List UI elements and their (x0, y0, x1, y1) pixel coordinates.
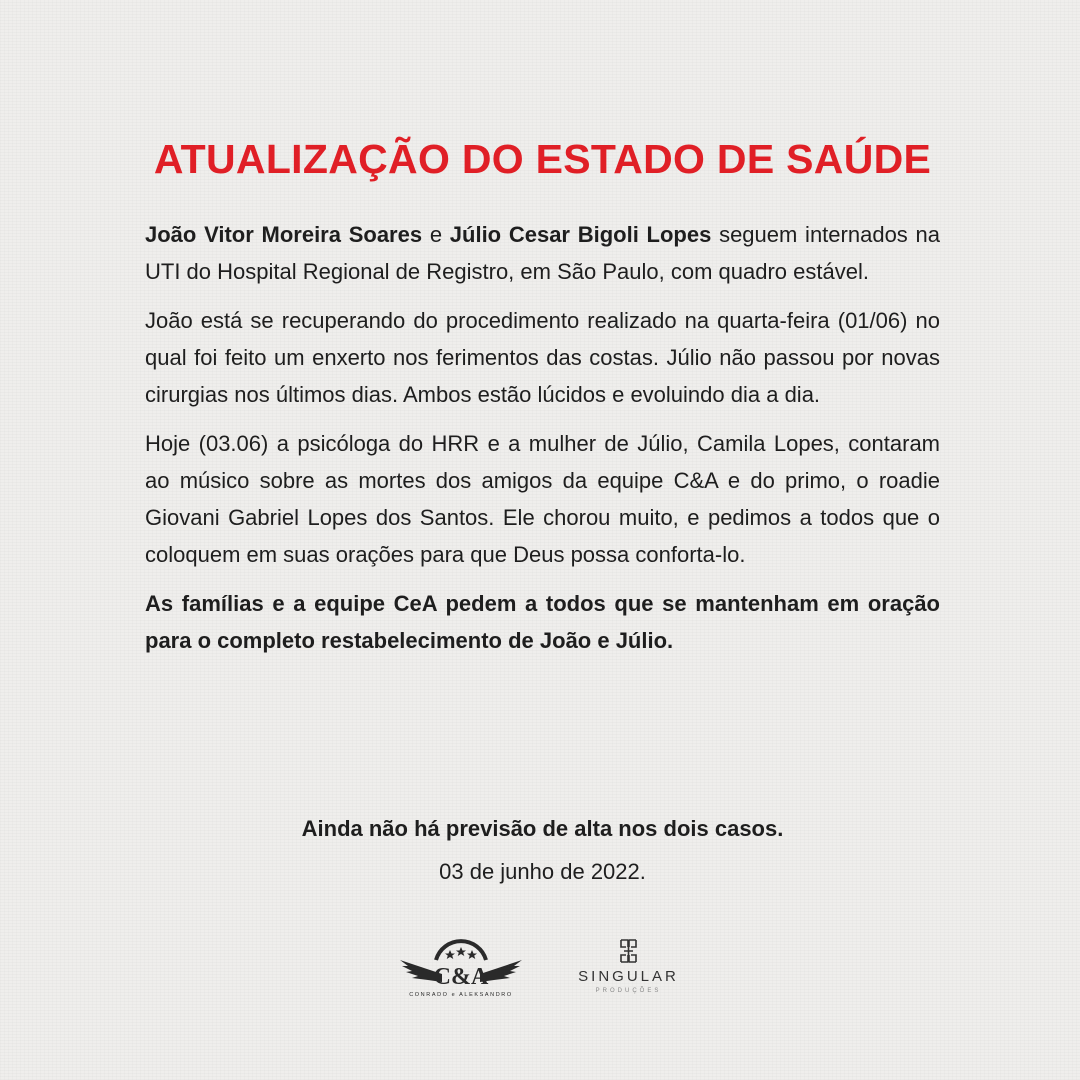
closing (145, 810, 940, 890)
singular-emblem-icon (566, 936, 691, 966)
singular-subtitle: PRODUÇÕES (595, 988, 662, 994)
paragraph-news: Hoje (03.06) a psicóloga do HRR e a mulher de Júlio, Camila Lopes, contaram ao músico sobre as mortes dos amigos da equipe C&A e do primo, o roadie Giovani Gabriel Lopes dos Santos. Ele chorou muito, e pedimos a todos que o coloquem em suas orações para que Deus possa conforta-lo. (145, 431, 940, 567)
paragraph-status (145, 216, 940, 290)
ca-caption: CONRADO e ALEKSANDRO (409, 992, 513, 998)
date: 03 de junho de 2022. (439, 859, 646, 884)
patient-name-joao: João Vitor Moreira Soares (145, 222, 423, 247)
conjunction: e (422, 222, 450, 247)
singular-logo (566, 936, 691, 1002)
ca-mark: C&A (433, 964, 489, 990)
announcement-body (145, 216, 940, 671)
paragraph-recovery: João está se recuperando do procedimento realizado na quarta-feira (01/06) no qual foi feito um enxerto nos ferimentos das costas. Júlio não passou por novas cirurgias nos últimos dias. Ambos estão lúcidos e evoluindo dia a dia. (145, 308, 940, 407)
status-text: seguem internados na UTI do Hospital Regional de Registro, em São Paulo, com quadro estável. (145, 222, 940, 284)
discharge-notice: Ainda não há previsão de alta nos dois casos. (301, 816, 784, 841)
singular-name: SINGULAR (578, 968, 679, 985)
ca-logo-graphic (398, 930, 524, 1000)
patient-name-julio: Júlio Cesar Bigoli Lopes (449, 222, 712, 247)
paragraph-prayer-request: As famílias e a equipe CeA pedem a todos que se mantenham em oração para o completo restabelecimento de João e Júlio. (145, 591, 940, 653)
page-title: ATUALIZAÇÃO DO ESTADO DE SAÚDE (153, 136, 932, 182)
logos (0, 930, 1080, 1010)
ca-logo (398, 930, 524, 1000)
stars-icon (445, 947, 477, 959)
